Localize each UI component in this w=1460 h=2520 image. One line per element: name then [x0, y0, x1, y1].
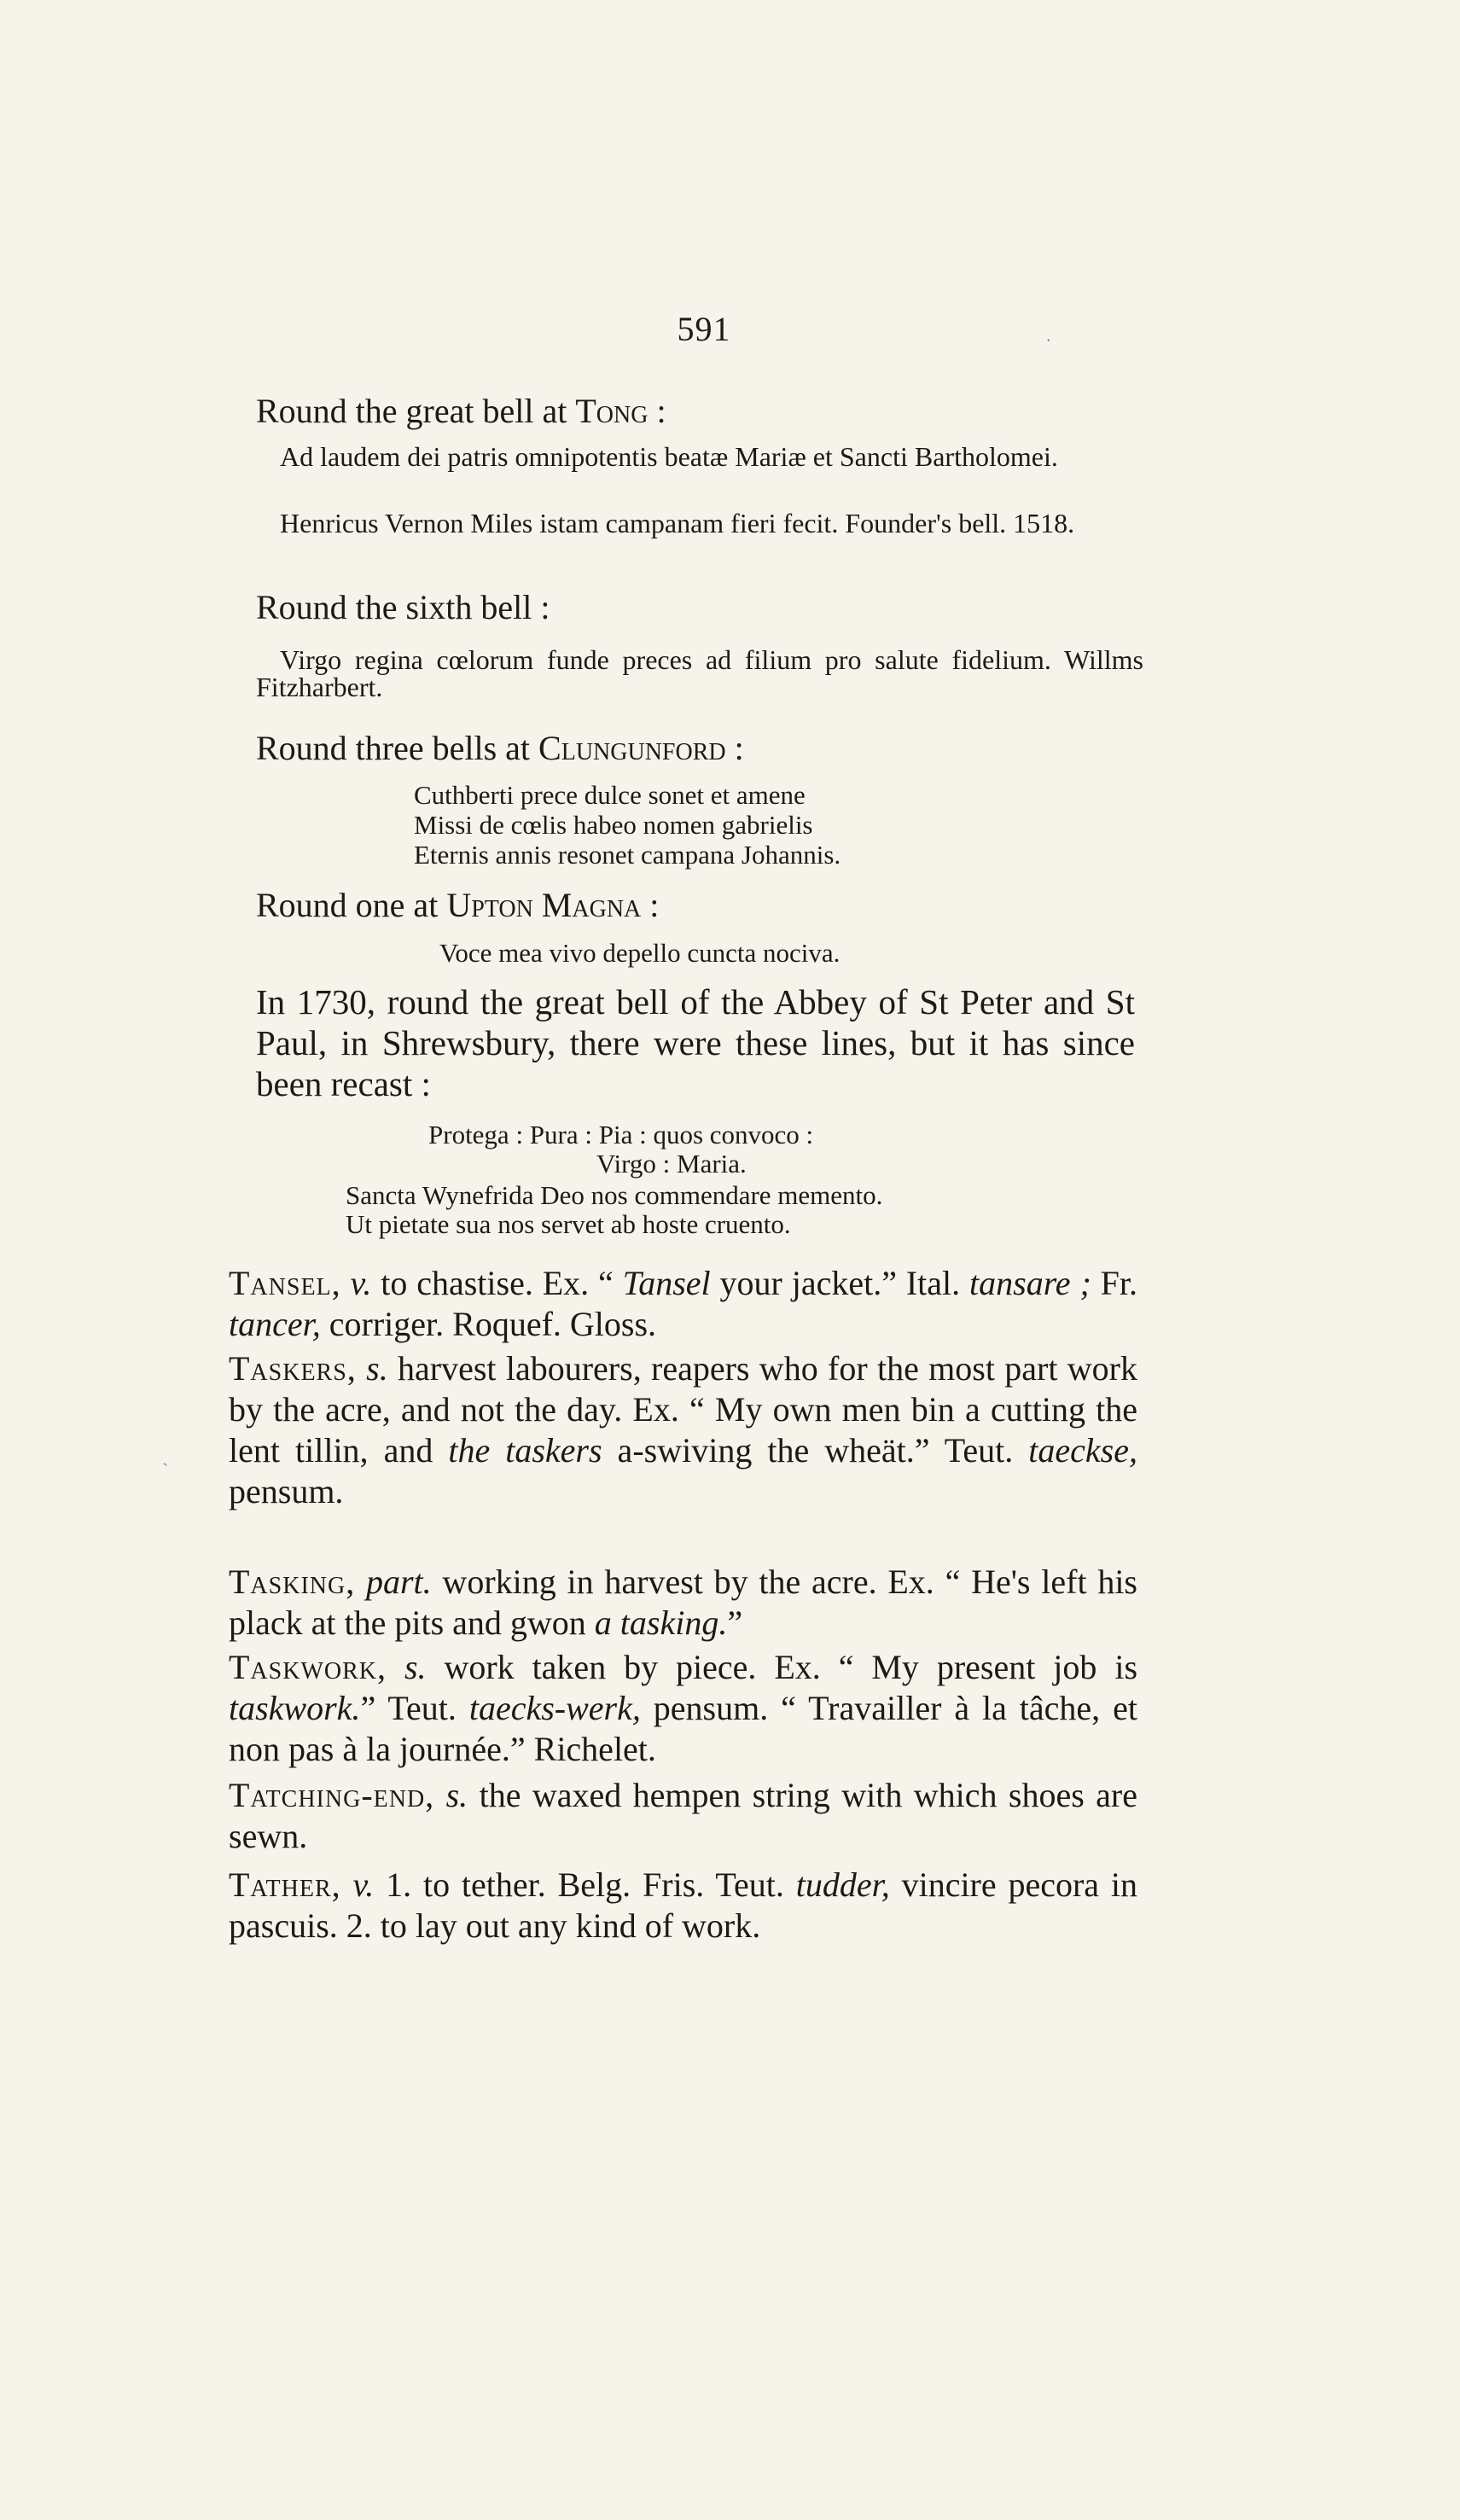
- page-number: 591: [677, 310, 731, 348]
- entry-text: work taken by piece. Ex. “ My present job is: [426, 1648, 1138, 1686]
- entry-italic: s.: [366, 1349, 388, 1388]
- heading-upton-magna: [256, 885, 659, 925]
- inscription-text: Henricus Vernon Miles istam campanam fieri fecit. Founder's bell. 1518.: [280, 508, 1075, 538]
- entry-italic: tansare ;: [969, 1264, 1091, 1302]
- entry-text: [355, 1563, 366, 1601]
- entry-text: [357, 1349, 366, 1388]
- heading-lead: Round one at: [256, 886, 447, 924]
- verse-line: Voce mea vivo depello cuncta nociva.: [439, 938, 841, 968]
- verse-line: Virgo : Maria.: [596, 1149, 747, 1179]
- entry-italic: part.: [365, 1563, 432, 1601]
- entry-headword: Tatching-end,: [229, 1776, 435, 1814]
- glossary-entry: [229, 1647, 1137, 1770]
- glossary-entry: [229, 1562, 1137, 1644]
- stray-mark: .: [1046, 324, 1051, 346]
- heading-place: Tong: [575, 392, 649, 430]
- entry-text: harvest labourers, reapers who for the most part work by the acre, and not the day. Ex. “ My own men bin a cutting the lent tillin, and: [229, 1349, 1138, 1470]
- heading-tong: [256, 391, 666, 431]
- heading-lead: Round the great bell at: [256, 392, 576, 430]
- entry-italic: taskwork.: [229, 1689, 361, 1727]
- verse-line: Missi de cœlis habeo nomen gabrielis: [414, 810, 813, 840]
- heading-sixth-bell: [256, 587, 550, 627]
- inscription-text: Ad laudem dei patris omnipotentis beatæ Mariæ et Sancti Bartholomei.: [280, 441, 1058, 472]
- entry-text: [434, 1776, 445, 1814]
- verse-line: Ut pietate sua nos servet ab hoste cruento.: [346, 1209, 791, 1239]
- glossary-entry: [229, 1865, 1137, 1947]
- entry-text: the waxed hempen string with which shoes are sewn.: [229, 1776, 1137, 1855]
- entry-italic: tancer,: [229, 1305, 321, 1343]
- entry-text: corriger. Roquef. Gloss.: [320, 1305, 657, 1343]
- entry-text: pensum. “ Travailler à la tâche, et non pas à la journée.” Richelet.: [229, 1689, 1137, 1768]
- entry-text: a-swiving the wheät.” Teut.: [602, 1431, 1029, 1470]
- heading-lead: Round the sixth bell :: [256, 588, 550, 626]
- entry-text: pensum.: [229, 1472, 344, 1510]
- entry-headword: Taskwork,: [229, 1648, 387, 1686]
- entry-text: working in harvest by the acre. Ex. “ He's left his plack at the pits and gwon: [229, 1563, 1137, 1642]
- verse-line: Eternis annis resonet campana Johannis.: [414, 840, 841, 870]
- entry-italic: taecks-werk,: [468, 1689, 641, 1727]
- entry-italic: s.: [404, 1648, 427, 1686]
- heading-lead: Round three bells at: [256, 729, 539, 767]
- entry-italic: tudder,: [795, 1865, 890, 1904]
- entry-italic: s.: [445, 1776, 468, 1814]
- heading-colon: :: [725, 729, 744, 767]
- verse-line: Sancta Wynefrida Deo nos commendare memento.: [346, 1180, 883, 1210]
- heading-colon: :: [641, 886, 660, 924]
- entry-text: ” Teut.: [360, 1689, 469, 1727]
- entry-headword: Tather,: [229, 1865, 341, 1904]
- inscription-text: Virgo regina cœlorum funde preces ad filium pro salute fidelium. Willms Fitzharbert.: [256, 644, 1143, 702]
- heading-place: Clungunford: [538, 729, 726, 767]
- entry-italic: a tasking.: [594, 1603, 728, 1642]
- entry-text: to chastise. Ex. “: [371, 1264, 623, 1302]
- entry-text: your jacket.” Ital.: [710, 1264, 970, 1302]
- glossary-entry: [229, 1348, 1137, 1512]
- entry-headword: Taskers,: [229, 1349, 357, 1388]
- entry-text: vincire pecora in pascuis. 2. to lay out any kind of work.: [229, 1865, 1138, 1945]
- entry-text: [341, 1865, 353, 1904]
- verse-line: Cuthberti prece dulce sonet et amene: [414, 780, 806, 810]
- entry-italic: v.: [352, 1865, 375, 1904]
- entry-italic: the taskers: [448, 1431, 602, 1470]
- entry-text: [387, 1648, 404, 1686]
- entry-italic: taeckse,: [1028, 1431, 1137, 1470]
- entry-text: 1. to tether. Belg. Fris. Teut.: [374, 1865, 796, 1904]
- entry-headword: Tasking,: [229, 1563, 356, 1601]
- entry-text: [341, 1264, 351, 1302]
- glossary-entry: [229, 1775, 1137, 1857]
- entry-headword: Tansel,: [229, 1264, 341, 1302]
- heading-clungunford: [256, 728, 744, 768]
- entry-text: Fr.: [1091, 1264, 1138, 1302]
- entry-italic: v.: [350, 1264, 372, 1302]
- heading-colon: :: [648, 392, 666, 430]
- entry-text: ”: [727, 1603, 743, 1642]
- shrewsbury-paragraph: In 1730, round the great bell of the Abbey of St Peter and St Paul, in Shrewsbury, there were these lines, but it has since been recast :: [256, 982, 1135, 1103]
- verse-line: Protega : Pura : Pia : quos convoco :: [428, 1120, 814, 1149]
- entry-italic: Tansel: [622, 1264, 711, 1302]
- glossary-entry: [229, 1263, 1137, 1345]
- stray-mark: `: [162, 1459, 169, 1481]
- heading-place: Upton Magna: [446, 886, 642, 924]
